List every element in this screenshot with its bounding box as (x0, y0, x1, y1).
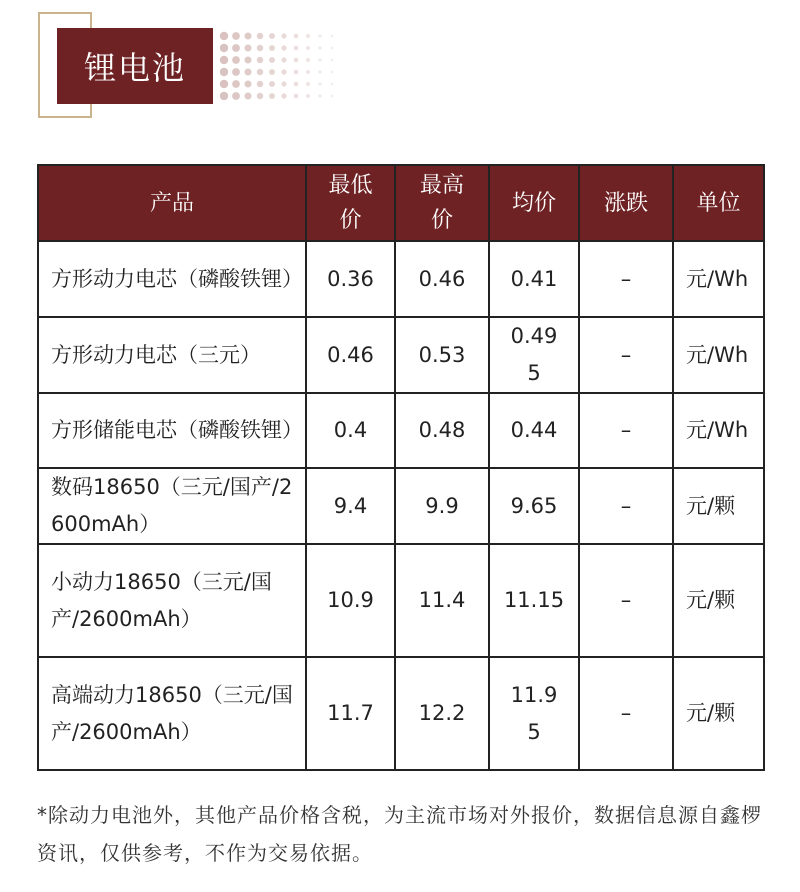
table-row (38, 544, 764, 657)
decorative-dot (257, 81, 263, 87)
decorative-dot (232, 92, 240, 100)
table-row (38, 657, 764, 770)
decorative-dot (331, 71, 334, 74)
decorative-dot (257, 93, 263, 99)
decorative-dot (244, 80, 251, 87)
decorative-dot (281, 45, 286, 50)
decorative-dot (220, 56, 228, 64)
decorative-dot (331, 59, 334, 62)
col-header-product: 产品 (38, 165, 306, 241)
decorative-dot (318, 34, 321, 37)
decorative-dot (220, 92, 228, 100)
decorative-dot (318, 70, 321, 73)
product-cell: 方形动力电芯（三元） (38, 317, 306, 393)
decorative-dot (244, 44, 251, 51)
decorative-dot (257, 45, 263, 51)
decorative-dot (220, 32, 228, 40)
change-cell: – (579, 544, 673, 657)
product-cell: 小动力18650（三元/国产/2600mAh） (38, 544, 306, 657)
decorative-dot (331, 35, 334, 38)
decorative-dot (318, 82, 321, 85)
high-price-cell: 0.46 (395, 241, 489, 317)
decorative-dot (318, 58, 321, 61)
decorative-dot (281, 93, 286, 98)
unit-cell: 元/Wh (673, 393, 764, 468)
decorative-dot (306, 82, 310, 86)
footnote: *除动力电池外，其他产品价格含税，为主流市场对外报价，数据信息源自鑫椤资讯，仅供参考，不作为交易依据。 (37, 803, 762, 865)
high-price-cell: 12.2 (395, 657, 489, 770)
decorative-dot (294, 34, 299, 39)
col-header-avg: 均价 (489, 165, 579, 241)
decorative-dot (318, 46, 321, 49)
decorative-dot (232, 68, 240, 76)
decorative-dot (294, 70, 299, 75)
avg-price-cell: 0.495 (489, 317, 579, 393)
unit-cell: 元/颗 (673, 544, 764, 657)
decorative-dot (269, 93, 275, 99)
col-header-high: 最高价 (395, 165, 489, 241)
decorative-dot (232, 32, 240, 40)
low-price-cell: 0.4 (306, 393, 395, 468)
unit-cell: 元/Wh (673, 241, 764, 317)
change-cell: – (579, 241, 673, 317)
decorative-dot (257, 57, 263, 63)
decorative-dot (306, 94, 310, 98)
decorative-dot (244, 68, 251, 75)
decorative-dot (318, 94, 321, 97)
low-price-cell: 0.36 (306, 241, 395, 317)
decorative-dot (294, 94, 299, 99)
decorative-dot (220, 80, 228, 88)
col-header-unit: 单位 (673, 165, 764, 241)
decorative-dot (269, 81, 275, 87)
high-price-cell: 11.4 (395, 544, 489, 657)
avg-price-cell: 0.44 (489, 393, 579, 468)
avg-price-cell: 11.15 (489, 544, 579, 657)
unit-cell: 元/颗 (673, 657, 764, 770)
decorative-dot (257, 33, 263, 39)
decorative-dot (269, 33, 275, 39)
unit-cell: 元/颗 (673, 468, 764, 544)
product-cell: 高端动力18650（三元/国产/2600mAh） (38, 657, 306, 770)
decorative-dot (244, 32, 251, 39)
decorative-dot (232, 80, 240, 88)
change-cell: – (579, 468, 673, 544)
decorative-dot (306, 70, 310, 74)
decorative-dot (232, 44, 240, 52)
decorative-dot (269, 57, 275, 63)
low-price-cell: 9.4 (306, 468, 395, 544)
change-cell: – (579, 393, 673, 468)
product-cell: 方形动力电芯（磷酸铁锂） (38, 241, 306, 317)
avg-price-cell: 9.65 (489, 468, 579, 544)
decorative-dot (294, 82, 299, 87)
table-row (38, 317, 764, 393)
low-price-cell: 11.7 (306, 657, 395, 770)
unit-cell: 元/Wh (673, 317, 764, 393)
section-title (57, 28, 213, 104)
table-row (38, 393, 764, 468)
decorative-dot (294, 46, 299, 51)
decorative-dot (306, 58, 310, 62)
decorative-dot (244, 92, 251, 99)
decorative-dot (257, 69, 263, 75)
avg-price-cell: 11.95 (489, 657, 579, 770)
decorative-dot (331, 83, 334, 86)
table-row (38, 241, 764, 317)
decorative-dot (232, 56, 240, 64)
table-row (38, 468, 764, 544)
change-cell: – (579, 657, 673, 770)
low-price-cell: 0.46 (306, 317, 395, 393)
col-header-low: 最低价 (306, 165, 395, 241)
decorative-dots (218, 30, 338, 102)
decorative-dot (281, 81, 286, 86)
decorative-dot (220, 68, 228, 76)
decorative-dot (244, 56, 251, 63)
low-price-cell: 10.9 (306, 544, 395, 657)
high-price-cell: 0.53 (395, 317, 489, 393)
decorative-dot (294, 58, 299, 63)
table-header-row (38, 165, 764, 241)
price-table (37, 164, 765, 771)
product-cell: 数码18650（三元/国产/2600mAh） (38, 468, 306, 544)
high-price-cell: 9.9 (395, 468, 489, 544)
product-cell: 方形储能电芯（磷酸铁锂） (38, 393, 306, 468)
decorative-dot (281, 57, 286, 62)
decorative-dot (269, 69, 275, 75)
decorative-dot (306, 46, 310, 50)
decorative-dot (220, 44, 228, 52)
change-cell: – (579, 317, 673, 393)
avg-price-cell: 0.41 (489, 241, 579, 317)
section-title-text: 锂电池 (83, 49, 186, 87)
decorative-dot (331, 47, 334, 50)
high-price-cell: 0.48 (395, 393, 489, 468)
decorative-dot (306, 34, 310, 38)
decorative-dot (269, 45, 275, 51)
decorative-dot (281, 33, 286, 38)
decorative-dot (331, 95, 334, 98)
col-header-change: 涨跌 (579, 165, 673, 241)
decorative-dot (281, 69, 286, 74)
